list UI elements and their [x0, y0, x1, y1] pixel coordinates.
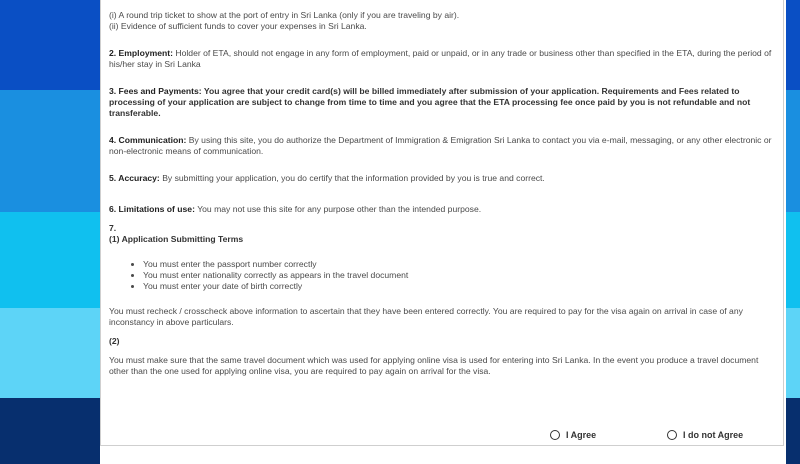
background-band-right-1 [786, 0, 800, 90]
section-text: By using this site, you do authorize the Department of Immigration & Emigration Sri Lanka to contact you via e-mail, messaging, or any other electronic or non-electronic means of communication. [109, 135, 772, 156]
section-fees [109, 86, 774, 119]
background-band-right-4 [786, 308, 800, 398]
terms-panel [100, 0, 784, 446]
terms-content [109, 10, 774, 377]
background-band-right-5 [786, 398, 800, 464]
section-text: By submitting your application, you do certify that the information provided by you is true and correct. [162, 173, 545, 183]
background-band-5 [0, 398, 100, 464]
agree-option[interactable] [550, 430, 596, 440]
intro-line-1: (i) A round trip ticket to show at the port of entry in Sri Lanka (only if you are traveling by air). [109, 10, 460, 20]
background-band-2 [0, 90, 100, 212]
section-heading: 4. Communication: [109, 135, 187, 145]
panel-bottom-area [100, 446, 786, 464]
background-band-4 [0, 308, 100, 398]
section-7-number: 7. [109, 223, 117, 233]
section-communication [109, 135, 774, 157]
list-item: • You must enter your date of birth correctly [143, 281, 774, 292]
agree-label[interactable]: I Agree [566, 430, 597, 440]
disagree-label[interactable]: I do not Agree [683, 430, 744, 440]
section-heading: 2. Employment: [109, 48, 173, 58]
section-text: You may not use this site for any purpose other than the intended purpose. [197, 204, 482, 214]
background-band-right-2 [786, 90, 800, 212]
background-band-right-3 [786, 212, 800, 308]
section-employment [109, 48, 774, 70]
disagree-option[interactable] [667, 430, 743, 440]
agree-radio[interactable] [550, 430, 560, 440]
list-item: • You must enter the passport number correctly [143, 259, 774, 270]
section-text: Holder of ETA, should not engage in any form of employment, paid or unpaid, or in any trade or business other than specified in the ETA, during the period of his/her stay in Sri Lanka [109, 48, 772, 69]
section-heading: 6. Limitations of use: [109, 204, 195, 214]
section-limitations [109, 204, 774, 215]
list-item: • You must enter nationality correctly as appears in the travel document [143, 270, 774, 281]
intro-line-2: (ii) Evidence of sufficient funds to cover your expenses in Sri Lanka. [109, 21, 367, 31]
background-band-3 [0, 212, 100, 308]
section-heading: 3. Fees and Payments: [109, 86, 202, 96]
disagree-radio[interactable] [667, 430, 677, 440]
recheck-text: You must recheck / crosscheck above information to ascertain that they have been entered correctly. You are required to pay for the visa again on arrival in case of any inconstancy in above particulars. [109, 306, 743, 327]
section-7-subheading: (1) Application Submitting Terms [109, 234, 244, 244]
travel-document-text: You must make sure that the same travel document which was used for applying online visa is used for entering into Sri Lanka. In the event you produce a travel document other than the one used for applying online visa, you are required to pay again on arrival for the visa. [109, 355, 759, 376]
submission-terms-list [109, 259, 774, 292]
section-7-sub2: (2) [109, 336, 120, 346]
section-heading: 5. Accuracy: [109, 173, 160, 183]
background-band-1 [0, 0, 100, 90]
section-accuracy [109, 173, 774, 184]
section-text: You agree that your credit card(s) will be billed immediately after submission of your application. Requirements and Fees related to processing of your application are subject to change from time to time and you agree that the ETA processing fee once paid by you is not refundable and not transferable. [109, 86, 751, 118]
